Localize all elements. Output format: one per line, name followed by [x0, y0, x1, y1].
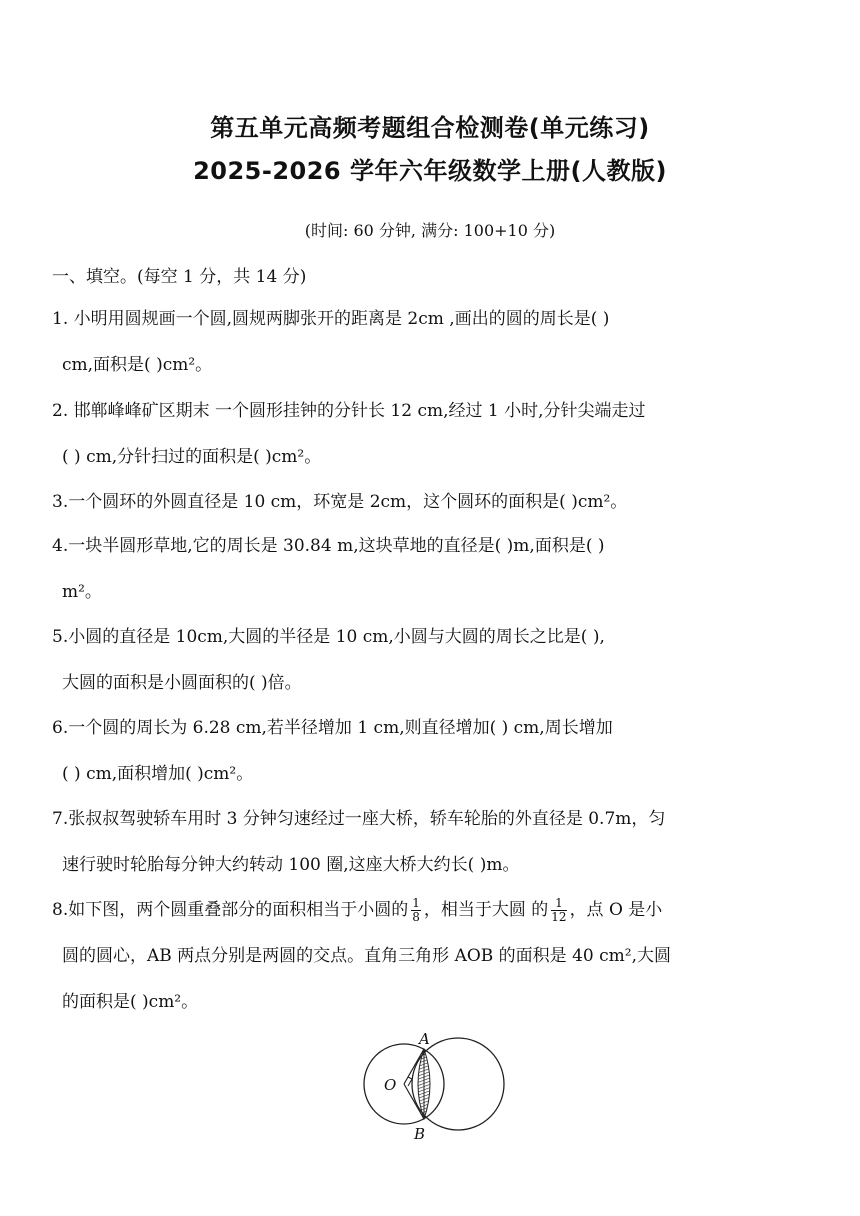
- q8-text-pre: 8.如下图，两个圆重叠部分的面积相当于小圆的: [52, 900, 409, 920]
- question-7: [52, 796, 812, 888]
- question-1: [52, 296, 812, 388]
- q2-line-1: 2. 邯郸峰峰矿区期末 一个圆形挂钟的分针长 12 cm,经过 1 小时,分针尖端走过: [52, 401, 646, 421]
- fraction-1-denominator: 8: [412, 910, 420, 924]
- q7-line-2: 速行驶时轮胎每分钟大约转动 100 圈,这座大桥大约长( )m。: [62, 855, 520, 875]
- q6-line-2: ( ) cm,面积增加( )cm²。: [62, 764, 254, 784]
- label-o: O: [384, 1076, 397, 1094]
- label-b: B: [414, 1125, 426, 1143]
- title-line-2: 2025-2026 学年六年级数学上册(人教版): [193, 157, 667, 185]
- q6-line-1: 6.一个圆的周长为 6.28 cm,若半径增加 1 cm,则直径增加( ) cm,周长增加: [52, 718, 613, 738]
- fraction-2-numerator: 1: [551, 897, 566, 911]
- overlapping-circles-figure: [356, 1028, 516, 1144]
- question-4: [52, 523, 812, 615]
- q8-text-mid: ，相当于大圆 的: [423, 900, 549, 920]
- q4-line-2: m²。: [62, 582, 102, 602]
- q8-line-3: 的面积是( )cm²。: [62, 992, 199, 1012]
- title-line-1: 第五单元高频考题组合检测卷(单元练习): [210, 114, 650, 142]
- question-3: [52, 479, 812, 525]
- q1-line-1: 1. 小明用圆规画一个圆,圆规两脚张开的距离是 2cm ,画出的圆的周长是( ): [52, 309, 610, 329]
- q7-line-1: 7.张叔叔驾驶轿车用时 3 分钟匀速经过一座大桥，轿车轮胎的外直径是 0.7m，匀: [52, 809, 666, 829]
- question-2: [52, 388, 812, 480]
- fraction-one-eighth: [411, 897, 421, 924]
- q5-line-2: 大圆的面积是小圆面积的( )倍。: [62, 673, 302, 693]
- question-8: [52, 887, 812, 1025]
- q2-line-2: ( ) cm,分针扫过的面积是( )cm²。: [62, 447, 322, 467]
- fraction-one-twelfth: [551, 897, 566, 924]
- question-5: [52, 614, 812, 706]
- q5-line-1: 5.小圆的直径是 10cm,大圆的半径是 10 cm,小圆与大圆的周长之比是( ),: [52, 627, 605, 647]
- question-6: [52, 705, 812, 797]
- q1-line-2: cm,面积是( )cm²。: [62, 355, 213, 375]
- fraction-1-numerator: 1: [412, 896, 420, 910]
- q8-line-1: [52, 896, 663, 924]
- q3-line-1: 3.一个圆环的外圆直径是 10 cm，环宽是 2cm，这个圆环的面积是( )cm²。: [52, 492, 628, 512]
- exam-info: (时间: 60 分钟, 满分: 100+10 分): [304, 221, 556, 240]
- section-heading: 一、填空。(每空 1 分，共 14 分): [52, 267, 307, 287]
- q4-line-1: 4.一块半圆形草地,它的周长是 30.84 m,这块草地的直径是( )m,面积是( ): [52, 536, 605, 556]
- q8-line-2: 圆的圆心，AB 两点分别是两圆的交点。直角三角形 AOB 的面积是 40 cm²,大圆: [62, 946, 671, 966]
- q8-text-post: ，点 O 是小: [569, 900, 663, 920]
- fraction-2-denominator: 12: [551, 910, 567, 924]
- label-a: A: [419, 1030, 430, 1048]
